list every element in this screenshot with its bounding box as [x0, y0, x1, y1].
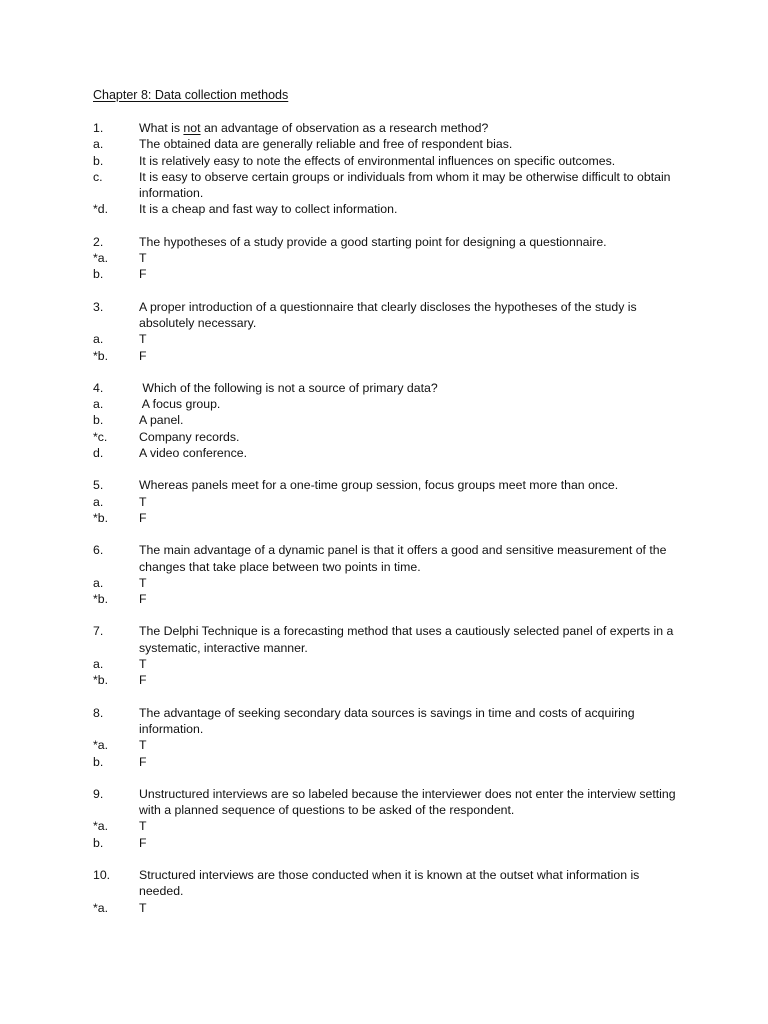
question-stem-row — [93, 477, 683, 493]
option-text: T — [139, 575, 147, 590]
question-stem-row — [93, 786, 683, 819]
answer-option — [93, 494, 683, 510]
option-text: A video conference. — [139, 446, 248, 461]
option-label: *c. — [93, 429, 108, 444]
emphasized-word: not — [183, 121, 201, 135]
option-label: *a. — [93, 738, 109, 753]
option-label: b. — [93, 754, 104, 769]
question-stem-row — [93, 120, 683, 136]
option-text: F — [139, 348, 147, 363]
question-text-part: an advantage of observation as a research method? — [200, 121, 489, 135]
question-stem-row — [93, 867, 683, 900]
question-stem-row — [93, 705, 683, 738]
answer-option — [93, 250, 683, 266]
question-text-part: What is — [139, 121, 184, 135]
option-text: F — [139, 754, 147, 769]
answer-option — [93, 153, 683, 169]
option-label: *d. — [93, 202, 109, 217]
answer-option — [93, 737, 683, 753]
option-text: A panel. — [139, 413, 184, 428]
option-label: *a. — [93, 900, 109, 915]
question-number: 10. — [93, 867, 111, 882]
question-number: 9. — [93, 786, 104, 801]
option-label: *b. — [93, 348, 109, 363]
question-text: The main advantage of a dynamic panel is that it offers a good and sensitive measurement of the changes that take place between two points in time. — [139, 543, 667, 574]
option-label: b. — [93, 267, 104, 282]
option-label: a. — [93, 494, 104, 509]
question-stem-row — [93, 542, 683, 575]
answer-option — [93, 266, 683, 282]
option-label: b. — [93, 153, 104, 168]
answer-option — [93, 672, 683, 688]
option-text: F — [139, 267, 147, 282]
option-text: T — [139, 251, 147, 266]
question-text: The Delphi Technique is a forecasting method that uses a cautiously selected panel of experts in a systematic, interactive manner. — [139, 624, 674, 655]
option-text: The obtained data are generally reliable and free of respondent bias. — [139, 137, 513, 152]
option-text: It is relatively easy to note the effects of environmental influences on specific outcomes. — [139, 153, 616, 168]
answer-option — [93, 900, 683, 916]
question-list — [93, 120, 683, 932]
answer-option — [93, 818, 683, 834]
option-text: It is a cheap and fast way to collect information. — [139, 202, 398, 217]
question-stem-row — [93, 380, 683, 396]
option-label: *b. — [93, 510, 109, 525]
option-text: F — [139, 592, 147, 607]
option-label: d. — [93, 446, 104, 461]
answer-option — [93, 591, 683, 607]
question-8 — [93, 705, 683, 770]
answer-option — [93, 201, 683, 217]
option-label: a. — [93, 575, 104, 590]
question-text: Structured interviews are those conducted when it is known at the outset what information is needed. — [139, 867, 640, 899]
question-9 — [93, 786, 683, 851]
question-2 — [93, 234, 683, 283]
question-number: 7. — [93, 624, 104, 639]
option-text: T — [139, 332, 147, 347]
option-label: *b. — [93, 592, 109, 607]
option-label: c. — [93, 169, 103, 184]
answer-option — [93, 656, 683, 672]
question-number: 1. — [93, 121, 104, 135]
answer-option — [93, 348, 683, 364]
question-number: 6. — [93, 543, 104, 558]
question-number: 2. — [93, 234, 104, 249]
option-text: Company records. — [139, 429, 240, 444]
question-number: 8. — [93, 705, 104, 720]
answer-option — [93, 169, 683, 202]
question-text: The hypotheses of a study provide a good starting point for designing a questionnaire. — [139, 234, 607, 249]
question-text: The advantage of seeking secondary data sources is savings in time and costs of acquiring information. — [139, 705, 635, 736]
option-text: T — [139, 657, 147, 672]
question-4 — [93, 380, 683, 461]
option-text: T — [139, 494, 147, 509]
question-stem-row — [93, 299, 683, 332]
question-text: Which of the following is not a source of primary data? — [139, 380, 438, 395]
document-title: Chapter 8: Data collection methods — [93, 88, 289, 102]
answer-option — [93, 510, 683, 526]
question-stem-row — [93, 234, 683, 250]
question-5 — [93, 477, 683, 526]
option-label: a. — [93, 137, 104, 152]
option-label: *b. — [93, 673, 109, 688]
option-label: *a. — [93, 251, 109, 266]
option-text: A focus group. — [139, 397, 221, 412]
option-label: a. — [93, 397, 104, 412]
question-text: A proper introduction of a questionnaire that clearly discloses the hypotheses of the study is absolutely necessary. — [139, 299, 637, 330]
option-text: F — [139, 835, 147, 850]
answer-option — [93, 331, 683, 347]
question-text — [139, 120, 683, 136]
question-stem-row — [93, 623, 683, 656]
answer-option — [93, 412, 683, 428]
option-text: F — [139, 673, 147, 688]
answer-option — [93, 835, 683, 851]
question-6 — [93, 542, 683, 607]
answer-option — [93, 754, 683, 770]
question-number: 5. — [93, 478, 104, 493]
option-text: It is easy to observe certain groups or individuals from whom it may be otherwise difficult to obtain information. — [139, 169, 671, 201]
answer-option — [93, 396, 683, 412]
option-label: a. — [93, 657, 104, 672]
answer-option — [93, 575, 683, 591]
option-label: b. — [93, 835, 104, 850]
answer-option — [93, 429, 683, 445]
option-text: T — [139, 738, 147, 753]
question-10 — [93, 867, 683, 916]
answer-option — [93, 136, 683, 152]
question-number: 4. — [93, 380, 104, 395]
option-text: T — [139, 819, 147, 834]
option-text: F — [139, 510, 147, 525]
question-text: Whereas panels meet for a one-time group session, focus groups meet more than once. — [139, 478, 619, 493]
answer-option — [93, 445, 683, 461]
option-label: a. — [93, 332, 104, 347]
option-label: b. — [93, 413, 104, 428]
question-7 — [93, 623, 683, 688]
question-text: Unstructured interviews are so labeled because the interviewer does not enter the interview setting with a planned sequence of questions to be asked of the respondent. — [139, 786, 676, 818]
option-label: *a. — [93, 819, 109, 834]
question-number: 3. — [93, 299, 104, 314]
question-1 — [93, 120, 683, 218]
question-3 — [93, 299, 683, 364]
option-text: T — [139, 900, 147, 915]
